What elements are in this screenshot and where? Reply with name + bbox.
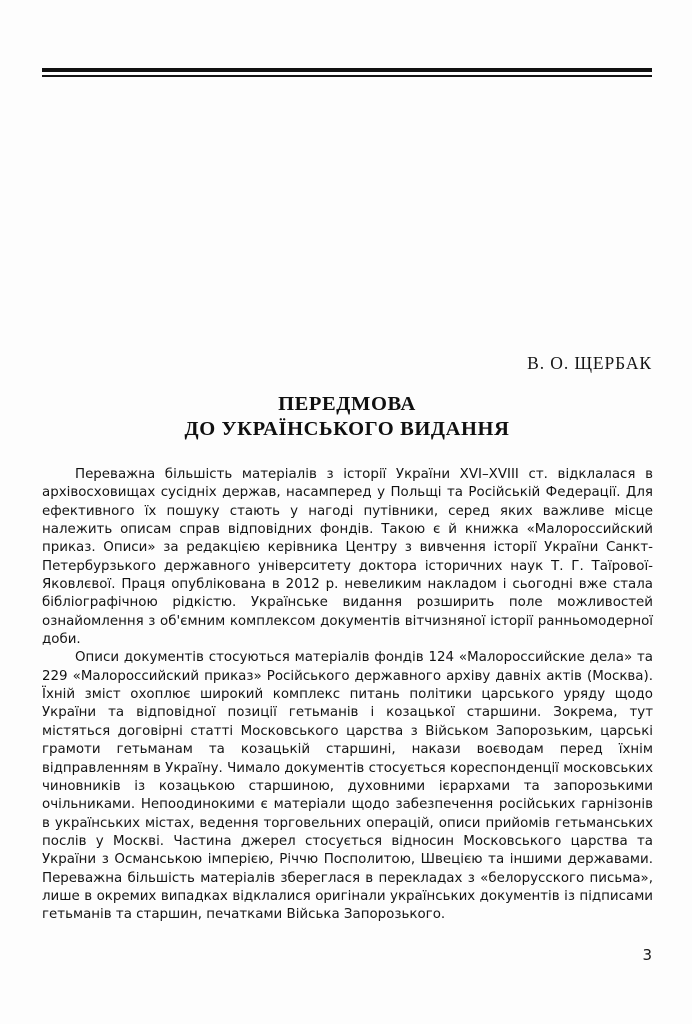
body-paragraph: Описи документів стосуються матеріалів фондів 124 «Малороссийские дела» та 229 «Малороссийский приказ» Російського державного архіву давніх актів (Москва). Їхній зміст охоплює широкий комплекс питань політики царського уряду щодо України та відповідної позиції гетьманів і козацької старшини. Зокрема, тут містяться договірні статті Московського царства з Військом Запорозьким, царські грамоти гетьманам та козацькій старшині, накази воєводам перед їхнім відправленням в Україну. Чимало документів стосується кореспонденції московських чиновників із козацькою старшиною, духовними ієрархами та запорозькими очільниками. Непоодинокими є матеріали щодо забезпечення російських гарнізонів в українських містах, ведення торговельних операцій, описи прийомів гетьманських послів у Москві. Частина джерел стосується відносин Московського царства та України з Османською імперією, Річчю Посполитою, Швецією та іншими державами. Переважна більшість матеріалів збереглася в перекладах з «белорусского письма», лише в окремих випадках відклалися оригінали українських документів із підписами гетьманів та старшин, печатками Війська Запорозького. [42, 650, 653, 923]
header-rule-thin [42, 75, 652, 77]
header-rule [42, 68, 652, 77]
page-title [42, 392, 652, 442]
page-title-line-1: ПЕРЕДМОВА [278, 393, 416, 415]
body-paragraph: Переважна більшість матеріалів з історії України XVI–XVIII ст. відклалася в архівосховищах сусідніх держав, насамперед у Польщі та Російській Федерації. Для ефективного їх пошуку стають у нагоді путівники, серед яких важливе місце належить описам справ відповідних фондів. Такою є й книжка «Малороссийский приказ. Описи» за редакцією керівника Центру з вивчення історії України Санкт-Петербурзького державного університету доктора історичних наук Т. Г. Таїрової-Яковлєвої. Праця опублікована в 2012 р. невеликим накладом і сьогодні вже стала бібліографічною рідкістю. Українське видання розширить поле можливостей ознайомлення з об'ємним комплексом документів вітчизняної історії ранньомодерної доби. [42, 467, 653, 648]
author-name: В. О. ЩЕРБАК [527, 353, 652, 373]
page-number: 3 [642, 946, 652, 964]
page-title-line-2: ДО УКРАЇНСЬКОГО ВИДАННЯ [184, 418, 510, 440]
body-text [42, 466, 653, 925]
